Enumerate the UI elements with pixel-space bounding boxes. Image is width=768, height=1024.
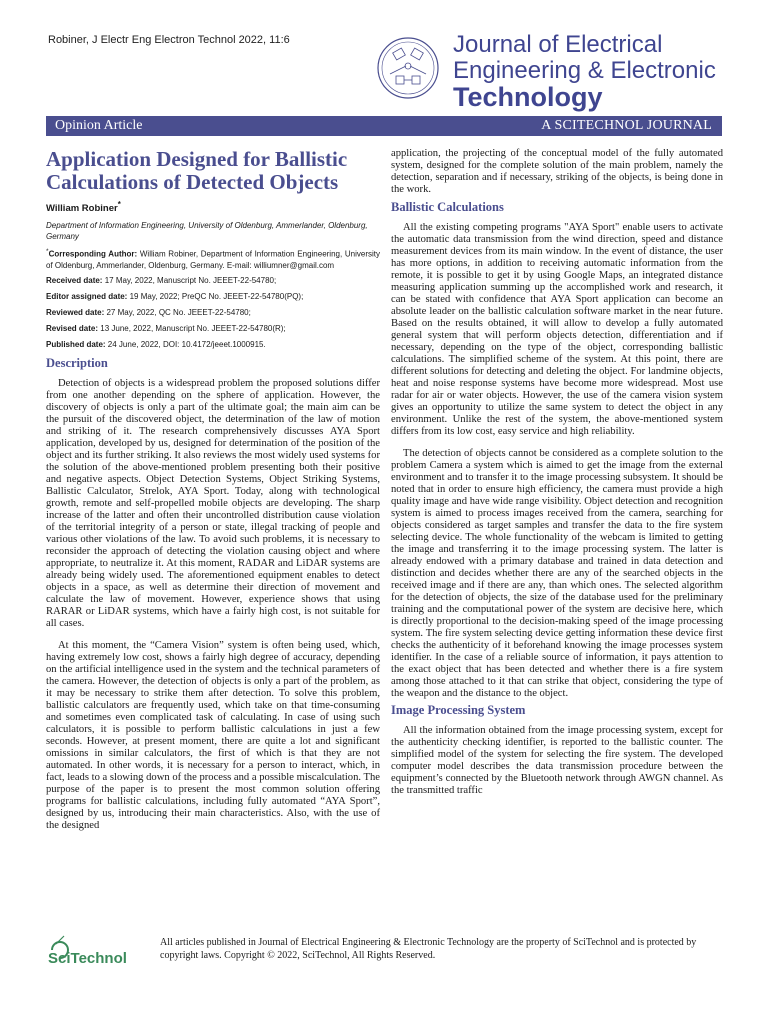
left-column [46,148,380,842]
article-type-banner [46,116,722,136]
description-paragraph-1: Detection of objects is a widespread problem the proposed solutions differ from one another depending on the sphere of application. However, the discovery of objects is only a part of the ultimate goal; the main aim can be the pursuit of the discovered object, the determination of the law of motion and striking of it. The research comprehensively discusses AYA Sport application, developed by us, designed for determination of the position of the object and its further striking. It also reviews the most widely used systems for the solution of the above-mentioned problem presenting both their positive and negative aspects. Object Detection Systems, Object Striking Systems, Ballistic Calculator, Strelok, AYA Sport. Today, along with technological growth, remote and self-propelled mobile objects are developing. The sharp increase of the latter and often their uncontrolled distribution cause violation of the territorial integrity of a person or state, illegal tracking of people and various other violations of the law. To avoid such problems, it is necessary to reconsider the approach of detecting the violation causing object and where appropriate, to neutralize it. At this moment, RADAR and LiDAR systems are already being widely used. The aforementioned equipment enables to detect objects in a space, as well as determine their direction of movement and calculate the law of movement. However, experience shows that using RARAR or LiDAR systems, which have a fairly high cost, is not suitable for all cases. [46,377,380,629]
date-reviewed: Reviewed date: 27 May, 2022, QC No. JEEET-22-54780; [46,307,251,317]
image-processing-paragraph-1: All the information obtained from the image processing system, except for the authenticity checking identifier, is reported to the ballistic counter. The simplified model of the system for selecting the fire system. The developed computer model describes the data transmission procedure between the equipment’s connected by the Bluetooth network through AWGN channel. As the transmitted traffic [391,725,723,796]
section-heading-ballistic: Ballistic Calculations [391,200,504,214]
article-title: Application Designed for Ballistic Calculations of Detected Objects [46,147,348,194]
circuit-seal-icon [376,36,440,100]
section-heading-description: Description [46,355,108,370]
journal-title-line2: Engineering & Electronic [453,57,716,84]
author-affiliation: Department of Information Engineering, University of Oldenburg, Ammerlander, Oldenburg, Germany [46,221,368,242]
continued-paragraph: application, the projecting of the conceptual model of the fully automated system, designed for the complete solution of the main problem, namely the detection, separation and if necessary, striking of the objects, is being done in the work. [391,148,723,195]
journal-tagline: A SCITECHNOL JOURNAL [541,118,712,133]
copyright-notice: All articles published in Journal of Electrical Engineering & Electronic Technology are the property of SciTechnol and is protected by copyright laws. Copyright © 2022, SciTechnol, All Rights Reserved. [160,937,697,961]
article-type-label: Opinion Article [55,118,143,133]
description-paragraph-2: At this moment, the “Camera Vision” system is often being used, which, having extremely low cost, shows a fairly high degree of accuracy, depending on the artificial intelligence used in the system and the technical parameters of the camera. However, the detection of objects is only a part of the problem, as it may be necessary to strike them after detection. To solve this problem, ballistic calculators are frequently used, which take on that time-consuming and sometimes even complicated task of calculating. In case of using such calculators, it is possible to perform ballistic calculations in just a few seconds. However, at present moment, there are quite a lot and significant omissions in similar calculators, the first of which is that they are not automated. In other words, it is necessary for a person to interact, which, in fact, leads to a slowing down of the process and a possible miscalculation. The purpose of the paper is to present the most common solution offering programs for ballistic calculations, including fully automated “AYA Sport”, designed by us, introducing their main characteristics. Also, with the use of the designed [46,639,380,831]
date-received: Received date: 17 May, 2022, Manuscript No. JEEET-22-54780; [46,275,277,285]
section-heading-image-processing: Image Processing System [391,703,526,717]
article-citation: Robiner, J Electr Eng Electron Technol 2022, 11:6 [48,34,290,46]
scitechnol-logo [46,934,146,968]
date-editor-assigned: Editor assigned date: 19 May, 2022; PreQC No. JEEET-22-54780(PQ); [46,291,304,301]
scitechnol-logo-text: SciTechnol [48,950,127,967]
date-published: Published date: 24 June, 2022, DOI: 10.4172/jeeet.1000915. [46,339,266,349]
journal-title-line3: Technology [453,82,603,112]
article-dates [46,276,380,350]
right-column [391,148,723,807]
journal-title-line1: Journal of Electrical [453,31,663,58]
date-revised: Revised date: 13 June, 2022, Manuscript No. JEEET-22-54780(R); [46,323,286,333]
ballistic-paragraph-2: The detection of objects cannot be considered as a complete solution to the problem Camera a system which is aimed to get the image from the external environment and to transfer it to the image processing subsystem. It should be noted that in order to ensure high efficiency, the camera must provide a high quality image and have wide range visibility. Object detection and recognition system is aimed to process images received from the camera, searching for objects considered as target samples and transfer the data to the fire system selecting device. The whole functionality of the webcam is limited to getting the image and transferring it to the image processing system. The latter is already endowed with a primary database and trained in data detection and distinction and decides whether there are any of the searched objects in the received image and if there are any, than which ones. The selected algorithm for the detection of objects, the size of the database used for the preliminary training and the computational power of the system are decisive here, which is directly proportional to the decision-making speed of the image processing system. The fire system selecting device getting information these device first checks the authenticity of it beforehand knowing the image processes system identifier. In the case of a reliable source of information, it pays attention to the exact object that has been detected and whether there is a fire system among those attached to it that can strike that object, considering the type of the weapon and the distance to the object. [391,448,723,699]
ballistic-paragraph-1: All the existing competing programs "AYA Sport" enable users to activate the automatic data transmission from the wind direction, speed and distance measurement devices from its main window. In the event of distance, the user has more options, in addition to receiving automatic information from the remote, it is possible to get it by using Google Maps, an integrated distance measuring application summing up the accomplished work and research, it can be stated with confidence that AYA Sport application can become an absolute leader on the ballistic calculation software market in the near future. Based on the results obtained, it will allow to develop a fully automated general system that will perform objects detection, differentiation and if necessary, depending on the type of the object, corresponding ballistic calculations. The simplified scheme of the system. At this point, there are different solutions for detecting and deleting the object. For landmine objects, heat and noise response systems have become more widespread. Most use radar for air or water objects. However, the use of the camera vision system gives an opportunity to utilize the same system to detect the object in any environment. Unlike the rest of the system, the above-mentioned system differs from its low cost, easy service and high reliability. [391,222,723,437]
corresponding-author: *Corresponding Author: William Robiner, Department of Information Engineering, University of Oldenburg, Ammerlander, Oldenburg, Germany. E-mail: williumner@gmail.com [46,248,380,270]
journal-title [453,32,753,110]
author-name: William Robiner* [46,200,121,215]
